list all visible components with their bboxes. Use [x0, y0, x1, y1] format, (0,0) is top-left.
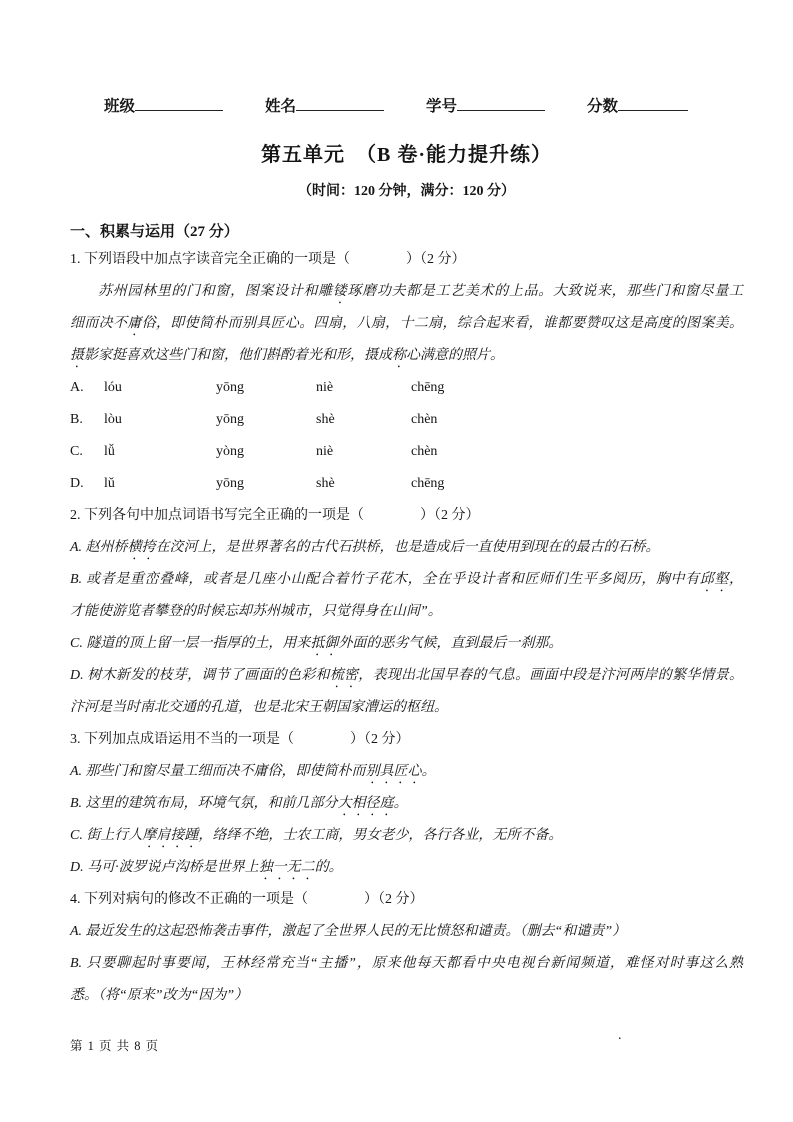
text-run: A. 赵州桥: [70, 540, 128, 555]
student-id-field: [426, 96, 545, 117]
q1-option-d-pinyin-1: lǔ: [104, 476, 115, 491]
q2-option-b-line-2: [70, 596, 743, 628]
q2-option-a: [70, 532, 743, 564]
q1-option-d-pinyin-2: yōng: [216, 476, 244, 491]
q1-option-b-pinyin-4: chèn: [411, 412, 438, 427]
dotted-emphasis-text: 横挎: [127, 540, 156, 555]
text-run: B. 这里的建筑布局，环境气氛，和前几部分: [70, 796, 338, 811]
paper-title: 第五单元 （B 卷·能力提升练）: [260, 144, 552, 166]
q1-option-a-pinyin-3: niè: [316, 380, 334, 395]
q1-option-b-pinyin-2: yōng: [216, 412, 244, 427]
text-run: 汴河是当时南北交通的孔道，也是北宋王朝国家漕运的枢纽。: [70, 700, 448, 715]
dotted-emphasis-text: 称: [392, 348, 406, 363]
q1-option-c-pinyin-3: niè: [316, 444, 334, 459]
text-run: 苏州园林里的门和窗，图案设计和雕: [98, 284, 333, 299]
text-run: 心满意的照片。: [406, 348, 504, 363]
dotted-emphasis-text: 大相径庭: [337, 796, 394, 811]
text-run: ，: [729, 572, 744, 587]
q1-option-c-pinyin-2: yòng: [216, 444, 244, 459]
page-number-footer: 第 1 页 共 8 页: [70, 1039, 160, 1053]
q2-option-c: [70, 628, 743, 660]
dotted-emphasis-text: 独一无二: [258, 860, 315, 875]
text-run: 。: [393, 796, 408, 811]
text-run: 才能使游览者攀登的时候忘却苏州城市，只觉得身在山间”。: [70, 604, 442, 619]
q1-option-b-label: B.: [70, 412, 83, 427]
text-run: 的。: [314, 860, 343, 875]
q1-option-c-label: C.: [70, 444, 83, 459]
text-run: 。: [421, 764, 436, 779]
q3-option-d: [70, 852, 743, 884]
name-field-blank: [296, 96, 384, 111]
q1-option-b-pinyin-3: shè: [316, 412, 335, 427]
paper-subtitle: （时间：120 分钟，满分：120 分）: [298, 184, 515, 199]
score-field-label: 分数: [587, 98, 619, 115]
dotted-emphasis-text: 别具匠心: [365, 764, 422, 779]
text-run: 细而决不: [70, 316, 128, 331]
text-run: ，表现出北国早春的气息。画面中段是汴河两岸的繁华情景。: [358, 668, 744, 683]
page-content: [0, 96, 793, 1012]
q2-stem: 2. 下列各句中加点词语书写完全正确的一项是（ ）（2 分）: [70, 508, 480, 523]
q2-option-d-line-1: [70, 660, 743, 692]
q1-option-d-pinyin-4: chēng: [411, 476, 445, 491]
dotted-emphasis-text: 镂: [332, 284, 348, 299]
text-run: 俗，即使简朴而别具匠心。四扇，八扇，十二扇，综合起来看，谁都要赞叹这是高度的图案美。: [141, 316, 744, 331]
q1-option-d-label: D.: [70, 476, 84, 491]
q1-option-a-label: A.: [70, 380, 84, 395]
q2-option-d-line-2: [70, 692, 743, 724]
q1-passage-line-2: [70, 308, 743, 340]
class-field-label: 班级: [104, 98, 136, 115]
q4-option-b-line-2: 悉。（将“原来”改为“因为”）: [70, 988, 249, 1003]
text-run: A. 那些门和窗尽量工细而决不庸俗，即使简朴而: [70, 764, 366, 779]
q1-option-c-pinyin-1: lǚ: [104, 444, 115, 459]
class-field: [104, 96, 223, 117]
q1-passage-line-1: [70, 276, 743, 308]
q3-stem: 3. 下列加点成语运用不当的一项是（ ）（2 分）: [70, 732, 410, 747]
q4-option-b-line-1: B. 只要聊起时事要闻，王林经常充当“主播”，原来他每天都看中央电视台新闻频道，难怪对时事这么熟: [70, 956, 743, 971]
q1-option-d: [70, 468, 743, 500]
text-run: D. 马可·波罗说卢沟桥是世界上: [70, 860, 259, 875]
dotted-emphasis-text: 摄: [70, 348, 84, 363]
name-field: [265, 96, 384, 117]
q1-option-a: [70, 372, 743, 404]
text-run: ，络绎不绝，士农工商，男女老少，各行各业，无所不备。: [198, 828, 563, 843]
q1-stem: 1. 下列语段中加点字读音完全正确的一项是（ ）（2 分）: [70, 252, 466, 267]
student-info-row: [104, 96, 743, 117]
text-run: 在洨河上，是世界著名的古代石拱桥，也是造成后一直使用到现在的最古的石桥。: [155, 540, 660, 555]
q3-option-a: [70, 756, 743, 788]
q1-option-a-pinyin-2: yōng: [216, 380, 244, 395]
text-run: 外面的恶劣气候，直到最后一刹那。: [338, 636, 563, 651]
q1-option-a-pinyin-1: lóu: [104, 380, 122, 395]
q1-option-a-pinyin-4: chēng: [411, 380, 445, 395]
q3-option-b: [70, 788, 743, 820]
q1-option-b: [70, 404, 743, 436]
score-field-blank: [618, 96, 688, 111]
q3-option-c: [70, 820, 743, 852]
dotted-emphasis-text: 庸: [127, 316, 142, 331]
text-run: B. 或者是重峦叠峰，或者是几座小山配合着竹子花木，全在乎设计者和匠师们生平多阅历，胸中有: [70, 572, 700, 587]
class-field-blank: [135, 96, 223, 111]
q4-stem: 4. 下列对病句的修改不正确的一项是（ ）（2 分）: [70, 892, 424, 907]
student-id-field-label: 学号: [426, 98, 458, 115]
dotted-emphasis-text: 抵御: [310, 636, 339, 651]
section-one-heading: 一、积累与运用（27 分）: [70, 224, 239, 240]
student-id-field-blank: [457, 96, 545, 111]
text-run: C. 隧道的顶上留一层一指厚的土，用来: [70, 636, 311, 651]
dotted-emphasis-text: 梳密: [329, 668, 359, 683]
text-run: 影家挺喜欢这些门和窗，他们斟酌着光和形，摄成: [84, 348, 392, 363]
dotted-emphasis-text: 摩肩接踵: [142, 828, 199, 843]
stray-period-mark: .: [618, 1028, 622, 1043]
text-run: C. 街上行人: [70, 828, 143, 843]
score-field: [587, 96, 688, 117]
text-run: 琢磨功夫都是工艺美术的上品。大致说来，那些门和窗尽量工: [347, 284, 744, 299]
q1-option-b-pinyin-1: lòu: [104, 412, 122, 427]
q1-option-d-pinyin-3: shè: [316, 476, 335, 491]
q1-option-c: [70, 436, 743, 468]
q1-option-c-pinyin-4: chèn: [411, 444, 438, 459]
q4-option-a: A. 最近发生的这起恐怖袭击事件，激起了全世界人民的无比愤怒和谴责。（删去“和谴责”）: [70, 924, 627, 939]
q1-passage-line-3: [70, 340, 743, 372]
dotted-emphasis-text: 邱壑: [699, 572, 730, 587]
q2-option-b-line-1: [70, 564, 743, 596]
name-field-label: 姓名: [265, 98, 297, 115]
text-run: D. 树木新发的枝芽，调节了画面的色彩和: [70, 668, 330, 683]
